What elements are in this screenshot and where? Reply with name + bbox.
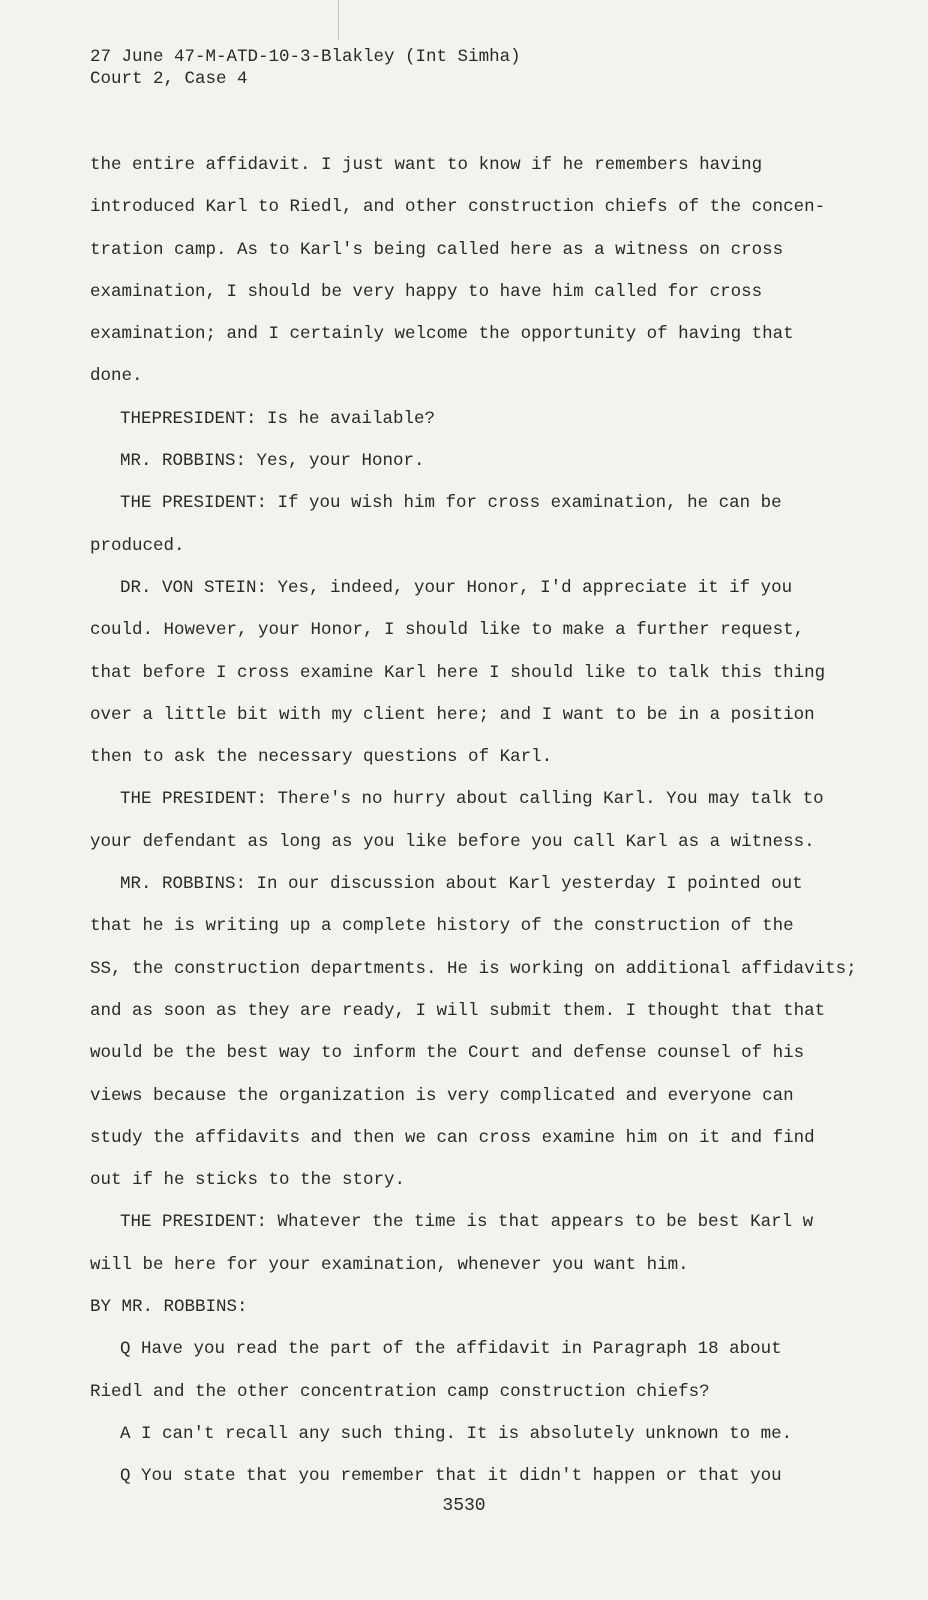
transcript-line: DR. VON STEIN: Yes, indeed, your Honor, I'd appreciate it if you (120, 577, 793, 598)
transcript-line: THE PRESIDENT: If you wish him for cross examination, he can be (120, 493, 782, 514)
transcript-line: then to ask the necessary questions of Karl. (90, 747, 553, 768)
transcript-line: SS, the construction departments. He is working on additional affidavits; (90, 958, 857, 979)
document-header (90, 46, 521, 90)
transcript-line: introduced Karl to Riedl, and other construction chiefs of the concen- (90, 197, 826, 218)
transcript-line: your defendant as long as you like before you call Karl as a witness. (90, 831, 815, 852)
transcript-line: THE PRESIDENT: Whatever the time is that appears to be best Karl w (120, 1212, 814, 1233)
page-number: 3530 (442, 1496, 486, 1516)
header-line-2: Court 2, Case 4 (90, 69, 248, 89)
transcript-line: A I can't recall any such thing. It is absolutely unknown to me. (120, 1423, 793, 1444)
transcript-line: THE PRESIDENT: There's no hurry about calling Karl. You may talk to (120, 789, 824, 810)
punch-mark (338, 0, 339, 40)
transcript-line: study the affidavits and then we can cross examine him on it and find (90, 1127, 815, 1148)
transcript-line: MR. ROBBINS: In our discussion about Karl yesterday I pointed out (120, 874, 803, 895)
transcript-line: done. (90, 366, 143, 387)
transcript-body (90, 144, 857, 1498)
transcript-line: could. However, your Honor, I should like to make a further request, (90, 620, 805, 641)
transcript-line: examination, I should be very happy to have him called for cross (90, 281, 763, 302)
transcript-line: the entire affidavit. I just want to know if he remembers having (90, 155, 763, 175)
transcript-line: BY MR. ROBBINS: (90, 1297, 248, 1318)
transcript-line: MR. ROBBINS: Yes, your Honor. (120, 451, 425, 472)
transcript-line: will be here for your examination, whenever you want him. (90, 1254, 689, 1275)
transcript-line: that before I cross examine Karl here I should like to talk this thing (90, 662, 826, 683)
transcript-line: Q Have you read the part of the affidavit in Paragraph 18 about (120, 1339, 782, 1360)
transcript-line: that he is writing up a complete history of the construction of the (90, 916, 794, 937)
transcript-line: over a little bit with my client here; and I want to be in a position (90, 704, 815, 725)
transcript-line: would be the best way to inform the Court and defense counsel of his (90, 1043, 805, 1064)
transcript-line: Riedl and the other concentration camp construction chiefs? (90, 1381, 710, 1402)
transcript-line: Q You state that you remember that it didn't happen or that you (120, 1466, 782, 1487)
header-line-1: 27 June 47-M-ATD-10-3-Blakley (Int Simha) (90, 47, 521, 67)
transcript-line: out if he sticks to the story. (90, 1170, 406, 1191)
transcript-line: THEPRESIDENT: Is he available? (120, 408, 436, 429)
transcript-line: and as soon as they are ready, I will submit them. I thought that that (90, 1000, 826, 1021)
transcript-line: tration camp. As to Karl's being called here as a witness on cross (90, 239, 784, 260)
transcript-line: views because the organization is very complicated and everyone can (90, 1085, 794, 1106)
transcript-line: examination; and I certainly welcome the opportunity of having that (90, 324, 794, 345)
transcript-line: produced. (90, 535, 185, 556)
